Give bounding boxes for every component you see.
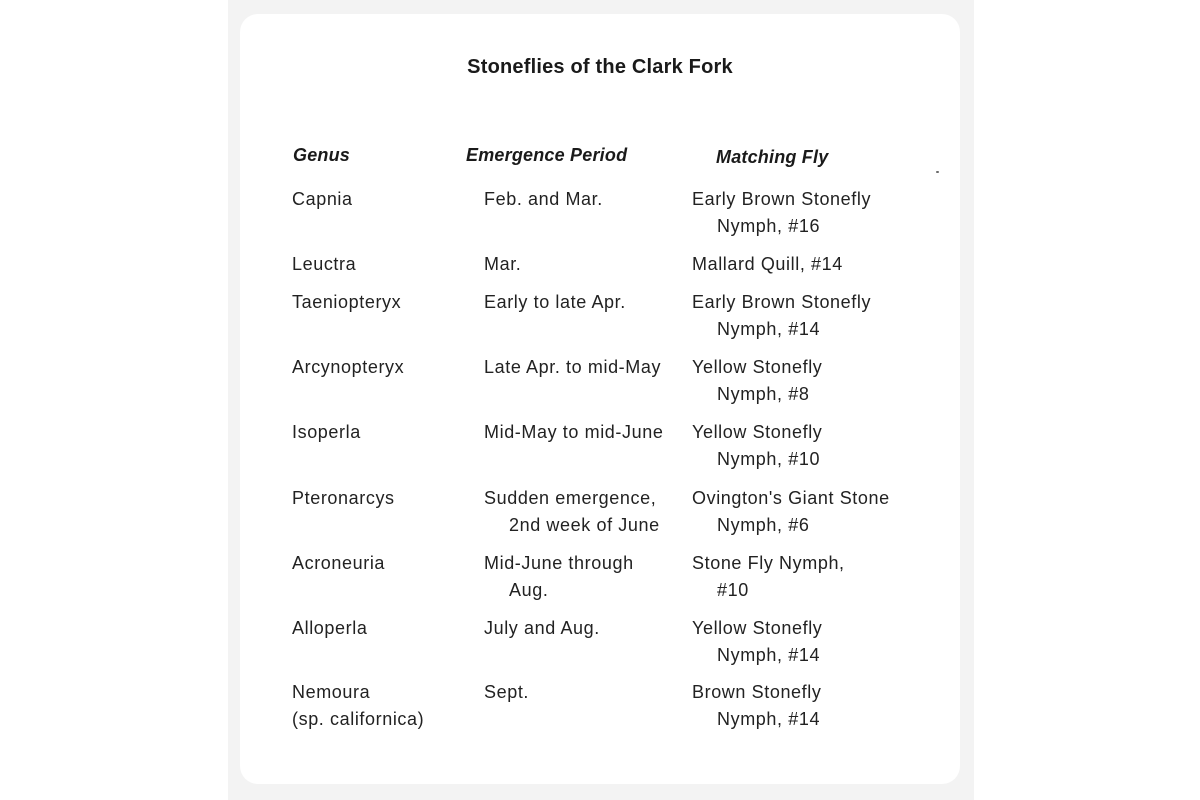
genus-cell-line: Taeniopteryx — [292, 292, 402, 312]
matching-fly-cell-line: Yellow Stonefly — [692, 357, 823, 377]
emergence-cell — [484, 251, 521, 278]
matching-fly-cell — [692, 289, 871, 343]
emergence-cell-line: Mar. — [484, 254, 522, 274]
emergence-cell — [484, 186, 603, 213]
speck-mark — [936, 171, 939, 173]
matching-fly-cell — [692, 354, 822, 408]
genus-cell-line: Leuctra — [292, 254, 357, 274]
header-genus: Genus — [293, 145, 351, 165]
matching-fly-cell-line: Early Brown Stonefly — [692, 292, 872, 312]
matching-fly-cell-line: Early Brown Stonefly — [692, 189, 872, 209]
matching-fly-cell — [692, 186, 871, 240]
matching-fly-cell-line: Nymph, #16 — [717, 216, 821, 236]
genus-cell — [292, 485, 395, 512]
genus-cell — [292, 615, 367, 642]
genus-cell — [292, 550, 385, 577]
genus-cell-line: Alloperla — [292, 618, 368, 638]
emergence-cell-line: Sept. — [484, 682, 530, 702]
emergence-cell-line: July and Aug. — [484, 618, 600, 638]
emergence-cell-line: 2nd week of June — [509, 515, 660, 535]
emergence-cell — [484, 550, 634, 604]
emergence-cell-line: Mid-June through — [484, 553, 634, 573]
matching-fly-cell-line: Brown Stonefly — [692, 682, 822, 702]
matching-fly-cell — [692, 251, 843, 278]
genus-cell-line: Arcynopteryx — [292, 357, 405, 377]
emergence-cell-line: Feb. and Mar. — [484, 189, 603, 209]
document-sheet — [240, 14, 960, 784]
matching-fly-cell — [692, 485, 890, 539]
emergence-cell — [484, 289, 626, 316]
genus-cell — [292, 186, 353, 213]
matching-fly-cell-line: Nymph, #6 — [717, 515, 810, 535]
emergence-cell-line: Aug. — [509, 580, 549, 600]
matching-fly-cell-line: Yellow Stonefly — [692, 422, 823, 442]
matching-fly-cell-line: Yellow Stonefly — [692, 618, 823, 638]
genus-cell-line: Nemoura — [292, 682, 371, 702]
matching-fly-cell-line: Nymph, #14 — [717, 709, 821, 729]
genus-cell — [292, 251, 356, 278]
matching-fly-cell-line: Nymph, #14 — [717, 645, 821, 665]
genus-cell — [292, 419, 361, 446]
emergence-cell-line: Sudden emergence, — [484, 488, 657, 508]
header-matching-fly: Matching Fly — [716, 147, 829, 167]
page-title: Stoneflies of the Clark Fork — [467, 56, 733, 78]
matching-fly-cell — [692, 679, 821, 733]
emergence-cell — [484, 419, 663, 446]
genus-cell — [292, 289, 401, 316]
genus-cell-line: Isoperla — [292, 422, 361, 442]
matching-fly-cell-line: Nymph, #10 — [717, 449, 821, 469]
emergence-cell-line: Early to late Apr. — [484, 292, 626, 312]
matching-fly-cell — [692, 615, 822, 669]
genus-cell-line: Pteronarcys — [292, 488, 395, 508]
matching-fly-cell-line: #10 — [717, 580, 749, 600]
header-emergence-period: Emergence Period — [466, 145, 628, 165]
genus-cell-line: (sp. californica) — [292, 709, 425, 729]
emergence-cell — [484, 615, 600, 642]
emergence-cell — [484, 354, 661, 381]
matching-fly-cell — [692, 419, 822, 473]
emergence-cell — [484, 679, 529, 706]
genus-cell — [292, 354, 404, 381]
matching-fly-cell-line: Stone Fly Nymph, — [692, 553, 845, 573]
matching-fly-cell — [692, 550, 845, 604]
emergence-cell-line: Late Apr. to mid-May — [484, 357, 662, 377]
emergence-cell-line: Mid-May to mid-June — [484, 422, 664, 442]
genus-cell-line: Acroneuria — [292, 553, 386, 573]
matching-fly-cell-line: Nymph, #14 — [717, 319, 821, 339]
genus-cell — [292, 679, 424, 733]
emergence-cell — [484, 485, 660, 539]
matching-fly-cell-line: Nymph, #8 — [717, 384, 810, 404]
genus-cell-line: Capnia — [292, 189, 353, 209]
matching-fly-cell-line: Mallard Quill, #14 — [692, 254, 843, 274]
matching-fly-cell-line: Ovington's Giant Stone — [692, 488, 890, 508]
